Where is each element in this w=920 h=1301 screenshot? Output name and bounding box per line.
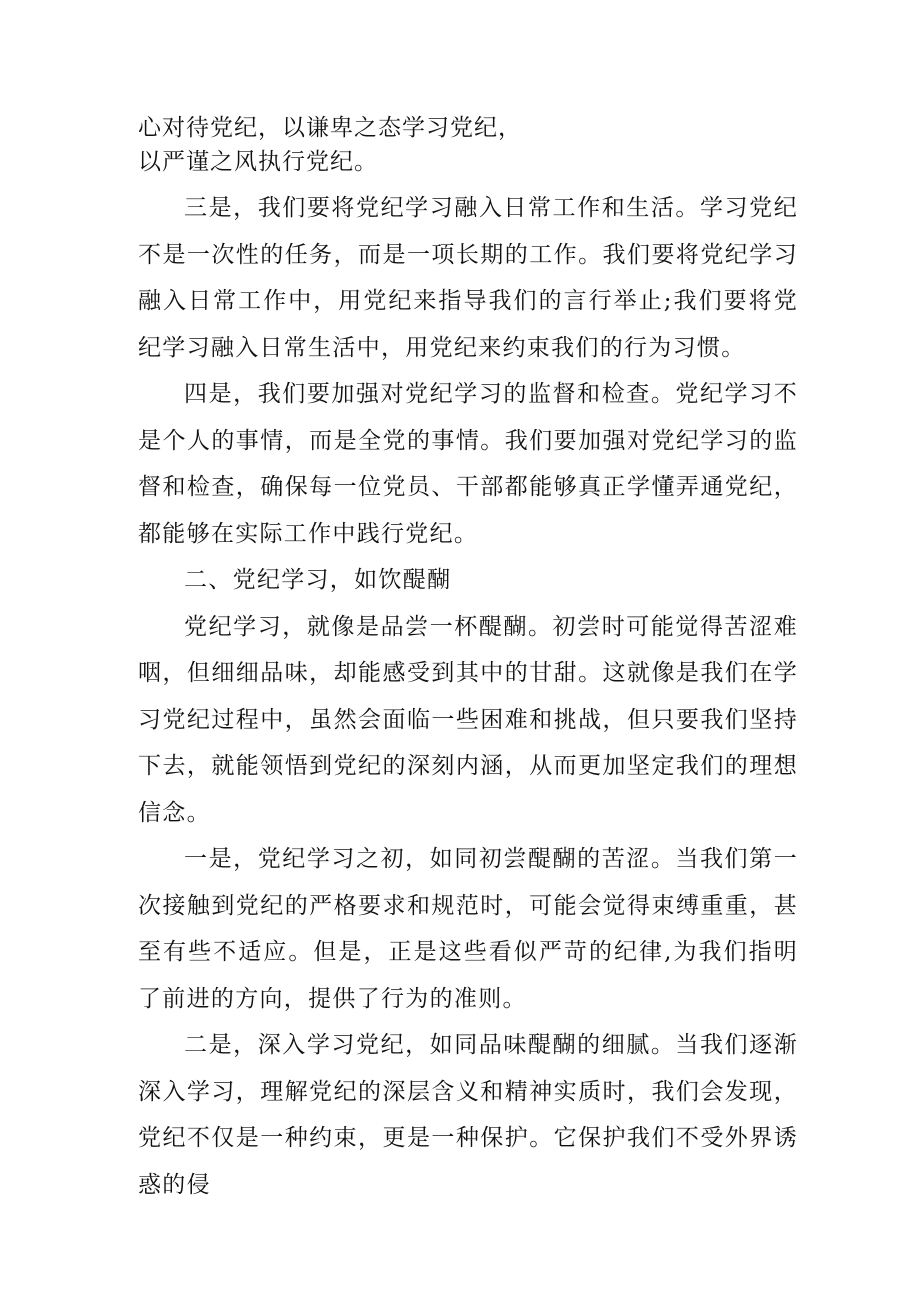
paragraph-point-one: 一是，党纪学习之初，如同初尝醍醐的苦涩。当我们第一次接触到党纪的严格要求和规范时，可能会觉得束缚重重，甚至有些不适应。但是，正是这些看似严苛的纪律,为我们指明了前进的方向，提供了行为的准则。 <box>138 846 798 1012</box>
opening-line: 心对待党纪，以谦卑之态学习党纪， <box>138 115 522 141</box>
paragraph-point-two: 二是，深入学习党纪，如同品味醍醐的细腻。当我们逐渐深入学习，理解党纪的深层含义和精神实质时，我们会发现，党纪不仅是一种约束，更是一种保护。它保护我们不受外界诱惑的侵 <box>138 1032 798 1198</box>
section-heading: 二、党纪学习，如饮醍醐 <box>184 567 452 593</box>
paragraph-point-four: 四是，我们要加强对党纪学习的监督和检查。党纪学习不是个人的事情，而是全党的事情。我们要加强对党纪学习的监督和检查，确保每一位党员、干部都能够真正学懂弄通党纪，都能够在实际工作中践行党纪。 <box>138 381 798 547</box>
section-intro-paragraph: 党纪学习，就像是品尝一杯醍醐。初尝时可能觉得苦涩难咽，但细细品味，却能感受到其中的甘甜。这就像是我们在学习党纪过程中，虽然会面临一些困难和挑战，但只要我们坚持下去，就能领悟到党纪的深刻内涵，从而更加坚定我们的理想信念。 <box>138 613 798 826</box>
opening-lines <box>138 111 798 179</box>
document-body <box>138 111 798 1208</box>
paragraph-point-three: 三是，我们要将党纪学习融入日常工作和生活。学习党纪不是一次性的任务，而是一项长期的工作。我们要将党纪学习融入日常工作中，用党纪来指导我们的言行举止;我们要将党纪学习融入日常生活中，用党纪来约束我们的行为习惯。 <box>138 195 798 361</box>
opening-line: 以严谨之风执行党纪。 <box>138 149 378 175</box>
